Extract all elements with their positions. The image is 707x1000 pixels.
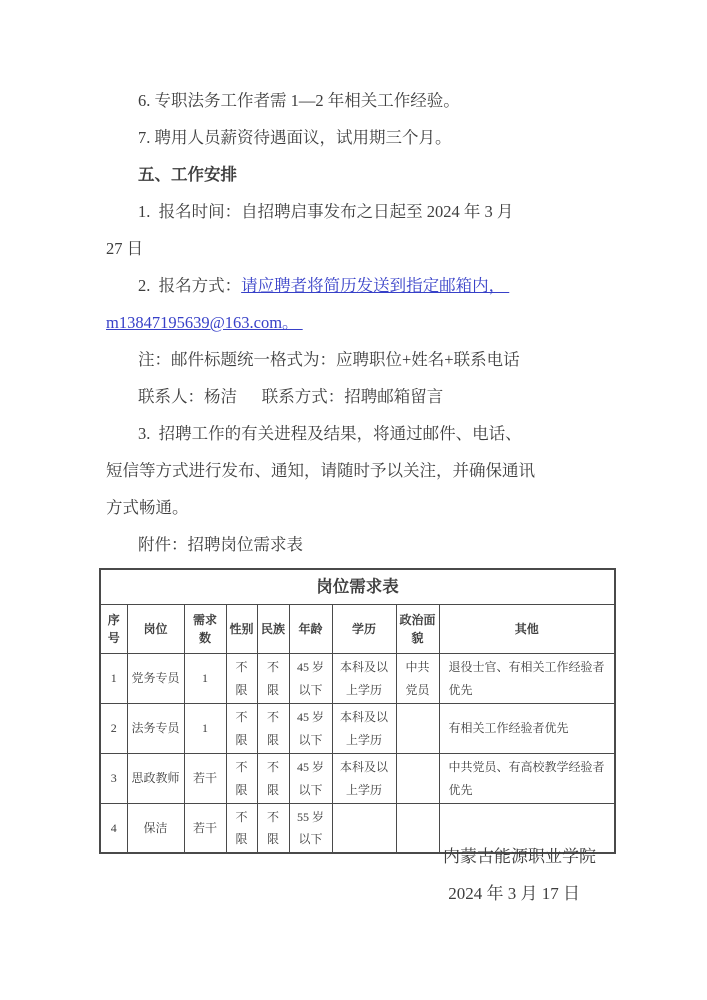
table-cell: 不 限 [257, 654, 289, 704]
table-cell: 不 限 [226, 654, 257, 704]
process-notice-line-2: 短信等方式进行发布、通知，请随时予以关注，并确保通讯 [106, 461, 535, 480]
table-cell: 本科及以 上学历 [332, 654, 396, 704]
table-cell: 45 岁 以下 [289, 654, 332, 704]
note-line: 注：邮件标题统一格式为：应聘职位+姓名+联系电话 [138, 350, 520, 369]
table-cell: 不 限 [226, 804, 257, 854]
table-row [100, 704, 615, 754]
table-cell: 中共 党员 [396, 654, 439, 704]
registration-method-prefix: 2. 报名方式： [138, 276, 242, 295]
table-cell: 思政教师 [127, 754, 184, 804]
document-body [106, 82, 618, 563]
attachment-line: 附件：招聘岗位需求表 [138, 535, 303, 554]
table-header-cell: 其他 [439, 605, 615, 654]
table-cell: 1 [184, 704, 226, 754]
table-title: 岗位需求表 [100, 569, 615, 605]
registration-time-line-2: 27 日 [106, 239, 144, 258]
table-cell: 不 限 [257, 704, 289, 754]
table-cell: 本科及以 上学历 [332, 754, 396, 804]
table-header-cell: 需求数 [184, 605, 226, 654]
table-cell: 若干 [184, 804, 226, 854]
table-cell: 4 [100, 804, 127, 854]
table-cell: 党务专员 [127, 654, 184, 704]
list-item-7: 7. 聘用人员薪资待遇面议，试用期三个月。 [138, 128, 452, 147]
table-cell: 不 限 [257, 804, 289, 854]
table-header-cell: 岗位 [127, 605, 184, 654]
table-cell: 1 [100, 654, 127, 704]
document-date: 2024 年 3 月 17 日 [448, 884, 580, 903]
table-cell: 保洁 [127, 804, 184, 854]
table-row [100, 654, 615, 704]
table-header-cell: 年龄 [289, 605, 332, 654]
table-header-cell: 序号 [100, 605, 127, 654]
process-notice-line-1: 3. 招聘工作的有关进程及结果，将通过邮件、电话、 [138, 424, 522, 443]
table-cell [396, 704, 439, 754]
document-footer [106, 838, 614, 912]
table-cell: 45 岁 以下 [289, 704, 332, 754]
table-cell: 45 岁 以下 [289, 754, 332, 804]
table-cell: 中共党员、有高校教学经验者优先 [439, 754, 615, 804]
table-cell: 不 限 [226, 754, 257, 804]
email-line [106, 304, 618, 341]
table-cell: 本科及以 上学历 [332, 704, 396, 754]
table-cell: 1 [184, 654, 226, 704]
resume-instruction-link[interactable]: 请应聘者将简历发送到指定邮箱内， [241, 276, 510, 295]
requirements-table [99, 568, 616, 854]
table-header-cell: 政治面貌 [396, 605, 439, 654]
table-cell: 3 [100, 754, 127, 804]
registration-method-line [106, 267, 618, 304]
table-cell [396, 754, 439, 804]
email-address-link[interactable]: m13847195639@163.com。 [106, 313, 303, 332]
list-item-6: 6. 专职法务工作者需 1—2 年相关工作经验。 [138, 91, 460, 110]
table-cell: 不 限 [257, 754, 289, 804]
table-cell: 退役士官、有相关工作经验者优先 [439, 654, 615, 704]
table-cell: 有相关工作经验者优先 [439, 704, 615, 754]
table-header-cell: 民族 [257, 605, 289, 654]
contact-line: 联系人：杨洁 联系方式：招聘邮箱留言 [138, 387, 444, 406]
table-cell: 55 岁 以下 [289, 804, 332, 854]
table-header-cell: 性别 [226, 605, 257, 654]
process-notice-line-3: 方式畅通。 [106, 498, 189, 517]
table-cell: 若干 [184, 754, 226, 804]
table-row [100, 754, 615, 804]
table-cell: 2 [100, 704, 127, 754]
table-header-cell: 学历 [332, 605, 396, 654]
table-cell: 法务专员 [127, 704, 184, 754]
table-cell: 不 限 [226, 704, 257, 754]
section-heading-work-arrangement: 五、工作安排 [138, 165, 237, 184]
registration-time-line-1: 1. 报名时间：自招聘启事发布之日起至 2024 年 3 月 [138, 202, 514, 221]
organization-name: 内蒙古能源职业学院 [443, 847, 596, 866]
